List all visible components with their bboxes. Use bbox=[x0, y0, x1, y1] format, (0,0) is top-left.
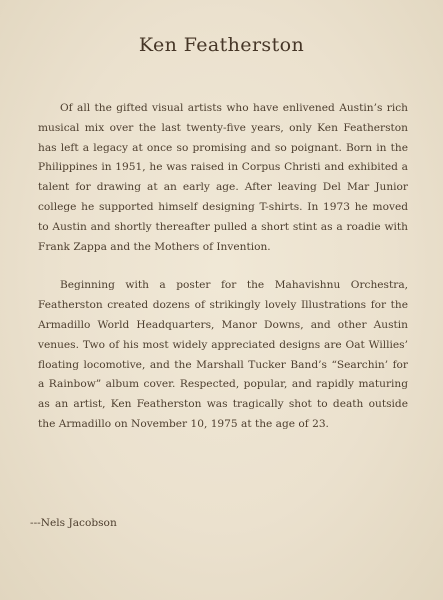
document-body bbox=[38, 99, 408, 454]
document-title: Ken Featherston bbox=[138, 34, 305, 56]
paragraph-1: Of all the gifted visual artists who have enlivened Austin’s rich musical mix over the last twenty-five years, only Ken Featherston has left a legacy at once so promising and so poignant. Born in the Philippines in 1951, he was raised in Corpus Christi and exhibited a talent for drawing at an early age. After leaving Del Mar Junior college he supported himself designing T-shirts. In 1973 he moved to Austin and shortly thereafter pulled a short stint as a roadie with Frank Zappa and the Mothers of Invention. bbox=[38, 102, 408, 253]
author-signature: ---Nels Jacobson bbox=[30, 517, 117, 529]
paragraph-2: Beginning with a poster for the Mahavishnu Orchestra, Featherston created dozens of strikingly lovely Illustrations for the Armadillo World Headquarters, Manor Downs, and other Austin venues. Two of his most widely appreciated designs are Oat Willies’ floating locomotive, and the Marshall Tucker Band’s “Searchin’ for a Rainbow” album cover. Respected, popular, and rapidly maturing as an artist, Ken Featherston was tragically shot to death outside the Armadillo on November 10, 1975 at the age of 23. bbox=[38, 279, 408, 430]
